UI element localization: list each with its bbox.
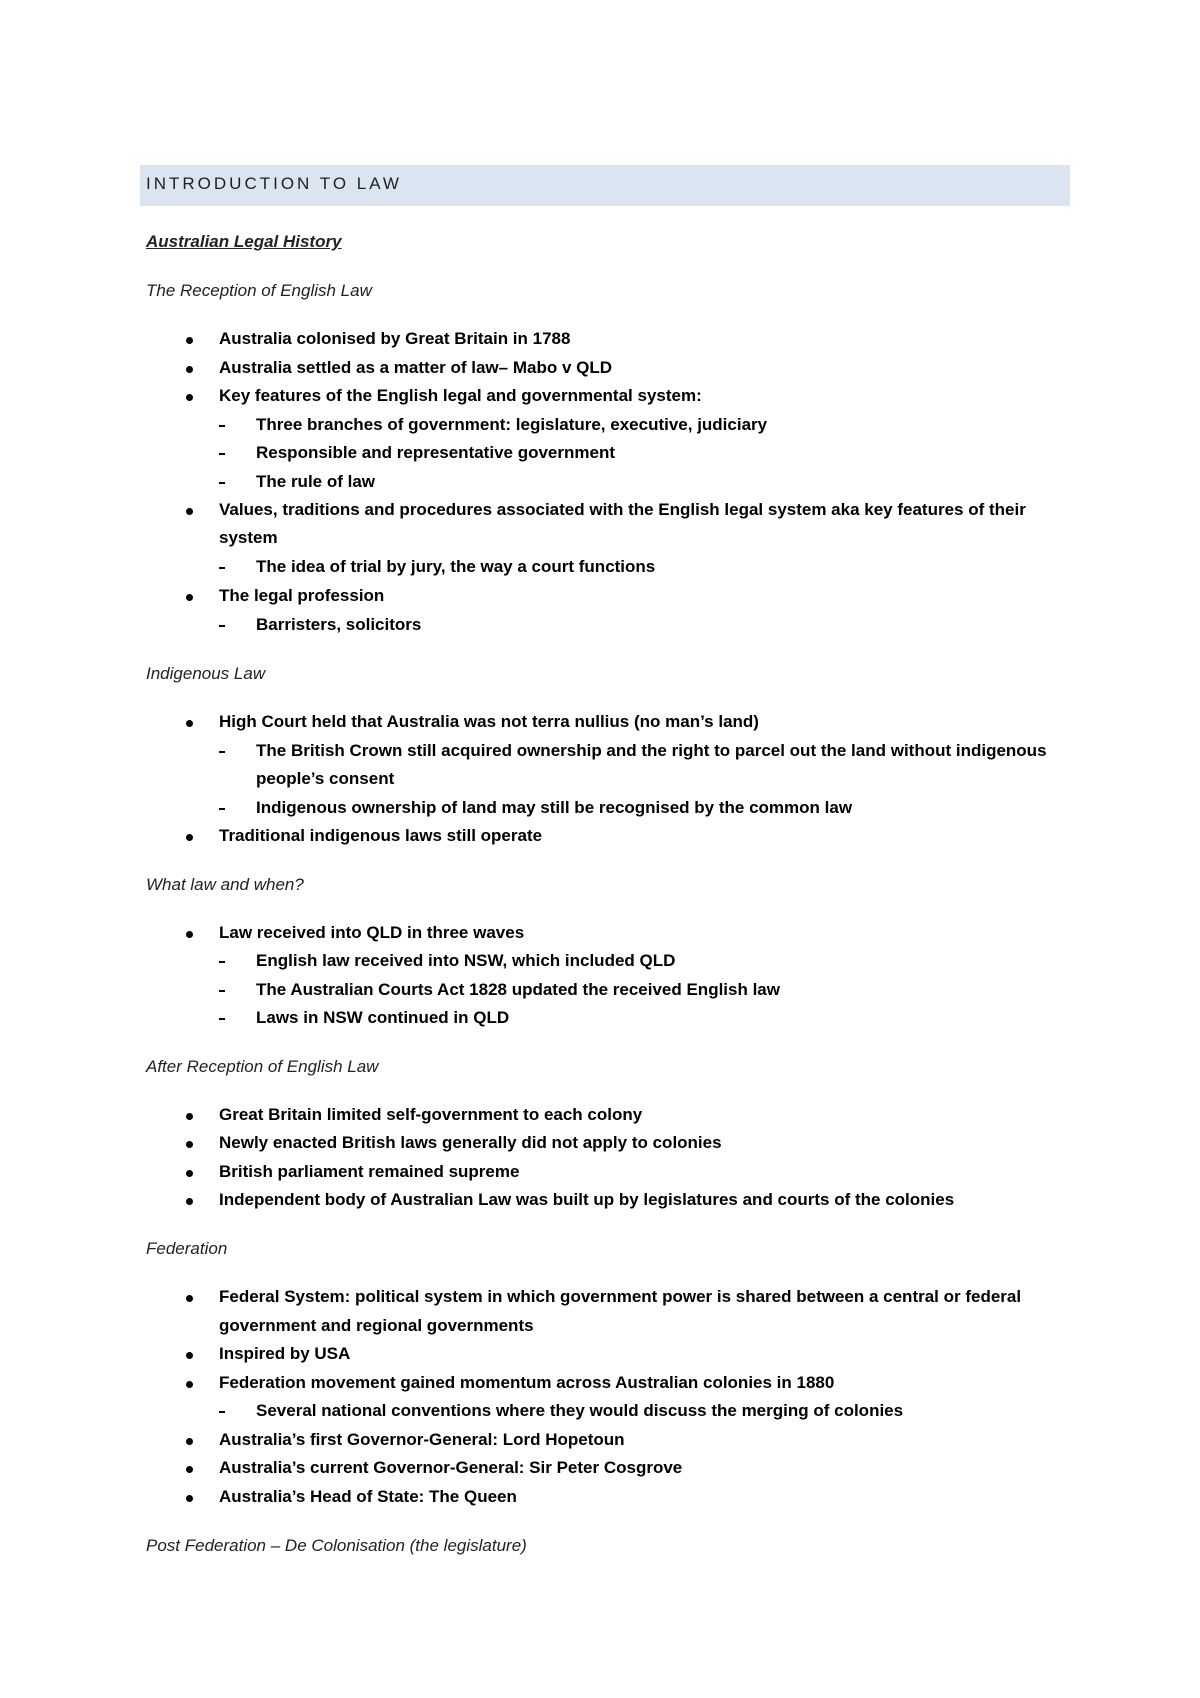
dash-icon [219, 625, 225, 627]
bullet-icon [186, 594, 193, 601]
dash-icon [219, 961, 225, 963]
sub-list-item: English law received into NSW, which included QLD [256, 951, 676, 970]
list-item: Australia colonised by Great Britain in 1788 [219, 329, 571, 348]
subsection-heading: What law and when? [146, 875, 304, 894]
list-item-continuation: government and regional governments [219, 1316, 534, 1335]
bullet-icon [186, 1198, 193, 1205]
sub-list-item: The idea of trial by jury, the way a court functions [256, 557, 656, 576]
page-title: INTRODUCTION TO LAW [146, 174, 402, 193]
list-item: Independent body of Australian Law was built up by legislatures and courts of the colonies [219, 1190, 955, 1209]
list-item: Australia’s Head of State: The Queen [219, 1487, 517, 1506]
list-item: Federal System: political system in which government power is shared between a central or federal [219, 1287, 1022, 1306]
bullet-icon [186, 1170, 193, 1177]
dash-icon [219, 1018, 225, 1020]
dash-icon [219, 567, 225, 569]
list-item: Law received into QLD in three waves [219, 923, 525, 942]
dash-icon [219, 425, 225, 427]
bullet-icon [186, 720, 193, 727]
bullet-icon [186, 1295, 193, 1302]
bullet-icon [186, 1113, 193, 1120]
list-item: Australia’s current Governor-General: Sir Peter Cosgrove [219, 1458, 683, 1477]
list-item-continuation: system [219, 528, 278, 547]
title-banner [140, 165, 1070, 206]
bullet-icon [186, 366, 193, 373]
bullet-icon [186, 1438, 193, 1445]
list-item: Federation movement gained momentum across Australian colonies in 1880 [219, 1373, 835, 1392]
bullet-icon [186, 1141, 193, 1148]
bullet-icon [186, 1381, 193, 1388]
sub-list-item: The rule of law [256, 472, 376, 491]
subsection-heading: Federation [146, 1239, 228, 1258]
subsection-heading: Indigenous Law [146, 664, 266, 683]
list-item: Traditional indigenous laws still operate [219, 826, 543, 845]
list-item: The legal profession [219, 586, 385, 605]
sub-list-item: Barristers, solicitors [256, 615, 422, 634]
sub-list-item: Responsible and representative government [256, 443, 615, 462]
dash-icon [219, 482, 225, 484]
bullet-icon [186, 337, 193, 344]
list-item: Values, traditions and procedures associated with the English legal system aka key features of their [219, 500, 1026, 519]
list-item: Great Britain limited self-government to each colony [219, 1105, 643, 1124]
list-item: Australia’s first Governor-General: Lord Hopetoun [219, 1430, 625, 1449]
dash-icon [219, 990, 225, 992]
bullet-icon [186, 394, 193, 401]
sub-list-item: Three branches of government: legislature, executive, judiciary [256, 415, 768, 434]
bullet-icon [186, 931, 193, 938]
dash-icon [219, 751, 225, 753]
dash-icon [219, 1411, 225, 1413]
bullet-icon [186, 1352, 193, 1359]
bullet-icon [186, 834, 193, 841]
bullet-icon [186, 1495, 193, 1502]
dash-icon [219, 808, 225, 810]
dash-icon [219, 453, 225, 455]
list-item: Newly enacted British laws generally did not apply to colonies [219, 1133, 722, 1152]
list-item: Australia settled as a matter of law– Mabo v QLD [219, 358, 613, 377]
sub-list-item: Indigenous ownership of land may still be recognised by the common law [256, 798, 853, 817]
sub-list-item: The Australian Courts Act 1828 updated the received English law [256, 980, 780, 999]
subsection-heading: The Reception of English Law [146, 281, 372, 300]
subsection-heading: Post Federation – De Colonisation (the legislature) [146, 1536, 527, 1555]
list-item: Inspired by USA [219, 1344, 351, 1363]
subsection-heading: After Reception of English Law [146, 1057, 379, 1076]
list-item: Key features of the English legal and governmental system: [219, 386, 702, 405]
sub-list-item: The British Crown still acquired ownership and the right to parcel out the land without indigenous [256, 741, 1047, 760]
sub-list-item-continuation: people’s consent [256, 769, 395, 788]
bullet-icon [186, 508, 193, 515]
sub-list-item: Laws in NSW continued in QLD [256, 1008, 510, 1027]
section-heading: Australian Legal History [146, 232, 342, 251]
list-item: British parliament remained supreme [219, 1162, 520, 1181]
sub-list-item: Several national conventions where they would discuss the merging of colonies [256, 1401, 904, 1420]
bullet-icon [186, 1466, 193, 1473]
list-item: High Court held that Australia was not terra nullius (no man’s land) [219, 712, 759, 731]
